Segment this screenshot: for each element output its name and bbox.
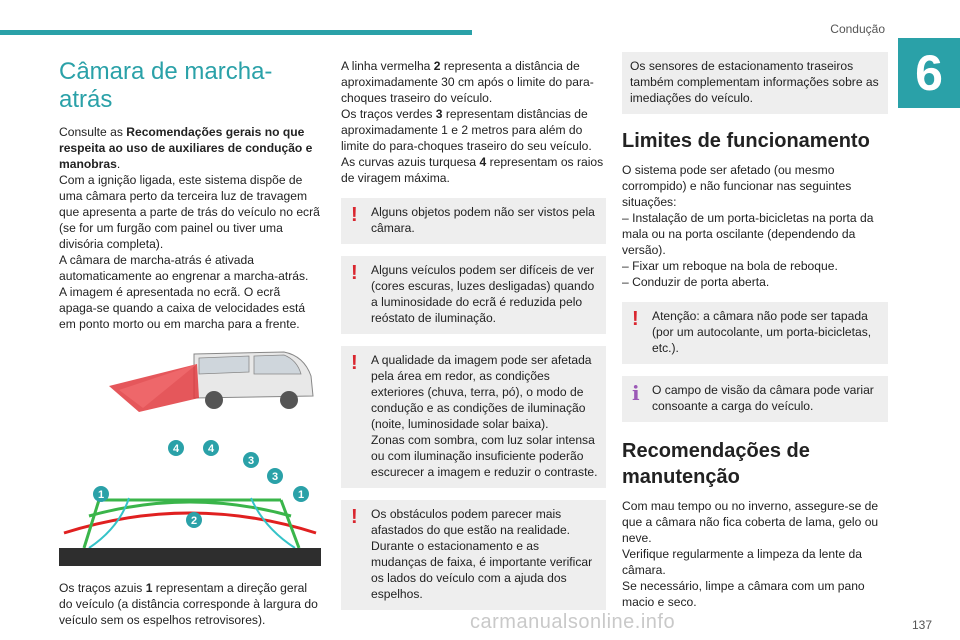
warning-icon: !	[351, 352, 358, 374]
column-1	[59, 52, 321, 628]
warning-box-objects	[341, 198, 606, 244]
paragraph-red-line	[341, 58, 606, 106]
label-2: 2	[190, 515, 198, 527]
warning-icon: !	[351, 262, 358, 284]
section-title-limits: Limites de funcionamento	[622, 130, 870, 152]
camera-view-diagram	[59, 438, 321, 566]
column-3	[622, 52, 888, 610]
list-item: – Instalação de um porta-bicicletas na porta da mala ou na porta oscilante (dependendo da versão).	[622, 211, 874, 257]
warning-icon: !	[351, 506, 358, 528]
warning-icon: !	[351, 204, 358, 226]
paragraph-blue-lines	[59, 580, 321, 628]
intro-link-bold[interactable]: Recomendações gerais no que respeita ao uso de auxiliares de condução e manobras	[59, 125, 313, 171]
blue-lines-text-c: representam a direção geral do veículo (a distância corresponde à largura do veículo sem os espelhos retrovisores).	[59, 581, 318, 627]
header-chapter-title: Condução	[830, 22, 885, 36]
page-title: Câmara de marcha-atrás	[59, 58, 273, 113]
van-camera-illustration	[99, 346, 319, 418]
label-4a: 4	[172, 443, 180, 455]
label-1b: 1	[297, 489, 305, 501]
label-3b: 3	[271, 471, 279, 483]
paragraph-green-lines	[341, 106, 606, 154]
bumper	[59, 548, 321, 566]
intro-text: Consulte as	[59, 125, 127, 139]
note-text: Os sensores de estacionamento traseiros também complementam informações sobre as imediações do veículo.	[630, 59, 879, 105]
warning-text: Zonas com sombra, com luz solar intensa ou com iluminação insuficiente poderão escurecer a imagem e reduzir o contraste.	[371, 433, 598, 479]
label-3a: 3	[247, 455, 255, 467]
warning-text: A qualidade da imagem pode ser afetada pela área em redor, as condições exteriores (chuva, terra, pó), o modo de condução e as condições de iluminação (noite, luminosidade solar baixa).	[371, 353, 592, 431]
warning-box-image-quality	[341, 346, 606, 488]
maintenance-paragraph: Se necessário, limpe a câmara com um pano macio e seco.	[622, 579, 865, 609]
turquoise-text-a: As curvas azuis turquesa	[341, 155, 480, 169]
limits-intro: O sistema pode ser afetado (ou mesmo corrompido) e não funcionar nas seguintes situações:	[622, 163, 852, 209]
info-icon: i	[632, 381, 640, 405]
info-text: O campo de visão da câmara pode variar consoante a carga do veículo.	[652, 383, 874, 413]
label-1a: 1	[97, 489, 105, 501]
section-title-maintenance: Recomendações de manutenção	[622, 440, 810, 488]
turquoise-text-c: representam os raios de viragem máxima.	[341, 155, 604, 185]
paragraph-turquoise-curves	[341, 154, 606, 186]
green-lines-ref: 3	[435, 107, 443, 121]
column-2	[341, 58, 606, 610]
green-lines-text-c: representam distâncias de aproximadamente 1 e 2 metros para além do limite do para-choques traseiro do seu veículo.	[341, 107, 592, 153]
green-lines-text-a: Os traços verdes	[341, 107, 436, 121]
label-4b: 4	[207, 443, 215, 455]
warning-box-obstacles	[341, 500, 606, 610]
intro-paragraph	[59, 124, 321, 172]
maintenance-paragraph: Verifique regularmente a limpeza da lente da câmara.	[622, 547, 863, 577]
intro-end: .	[116, 157, 121, 171]
list-item: – Fixar um reboque na bola de reboque.	[622, 259, 838, 273]
chapter-number-tab: 6	[898, 38, 960, 108]
maintenance-paragraph: Com mau tempo ou no inverno, assegure-se de que a câmara não fica coberta de lama, gelo ou neve.	[622, 499, 879, 545]
paragraph-activation: A câmara de marcha-atrás é ativada automaticamente ao engrenar a marcha-atrás.	[59, 253, 309, 283]
list-item: – Conduzir de porta aberta.	[622, 275, 770, 289]
warning-icon: !	[632, 308, 639, 330]
turquoise-ref: 4	[479, 155, 487, 169]
warning-box-dark-vehicles	[341, 256, 606, 334]
warning-box-covered-camera	[622, 302, 888, 364]
paragraph-display: A imagem é apresentada no ecrã. O ecrã apaga-se quando a caixa de velocidades está em ponto morto ou em marcha para a frente.	[59, 285, 306, 331]
warning-text: Alguns objetos podem não ser vistos pela câmara.	[371, 205, 595, 235]
blue-lines-text-a: Os traços azuis	[59, 581, 146, 595]
warning-text: Os obstáculos podem parecer mais afastados do que estão na realidade.	[371, 507, 571, 537]
note-box-sensors	[622, 52, 888, 114]
warning-text: Atenção: a câmara não pode ser tapada (por um autocolante, um porta-bicicletas, etc.).	[652, 309, 872, 355]
warning-text: Alguns veículos podem ser difíceis de ver (cores escuras, luzes desligadas) quando a luminosidade do ecrã é reduzida pelo reóstato de iluminação.	[371, 263, 595, 325]
watermark: carmanualsonline.info	[470, 611, 676, 633]
paragraph-ignition: Com a ignição ligada, este sistema dispõe de uma câmara perto da terceira luz de travagem que apresenta a parte de trás do veículo no ecrã (se for um furgão com painel ou tiver uma divisória completa).	[59, 173, 320, 251]
page-number: 137	[911, 618, 932, 632]
red-line-text-a: A linha vermelha	[341, 59, 434, 73]
info-box-field-of-view	[622, 376, 888, 422]
blue-lines-ref: 1	[145, 581, 153, 595]
warning-text: Durante o estacionamento e as mudanças de faixa, é importante verificar os lados do veículo com a ajuda dos espelhos.	[371, 539, 593, 601]
header-accent-bar	[0, 30, 472, 35]
red-line-ref: 2	[433, 59, 441, 73]
red-line-text-c: representa a distância de aproximadamente 30 cm após o limite do para-choques traseiro do veículo.	[341, 59, 594, 105]
